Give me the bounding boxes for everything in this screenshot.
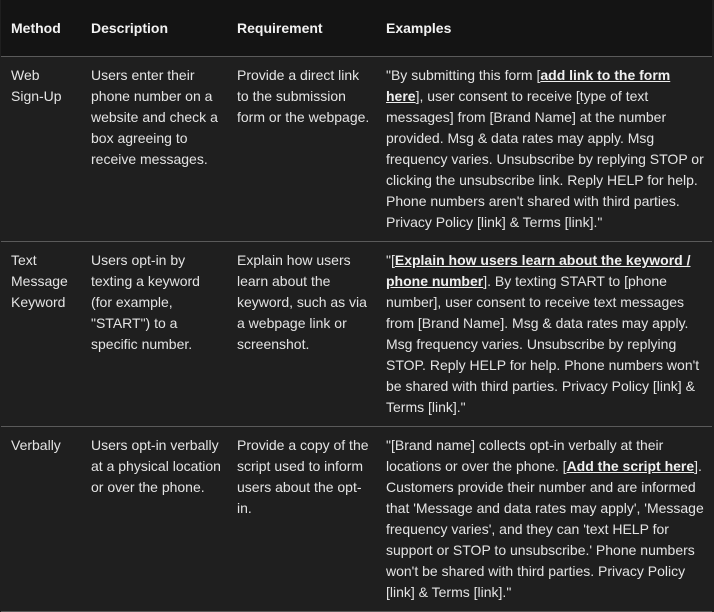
cell-description: Users opt-in verbally at a physical location or over the phone. (81, 427, 227, 612)
cell-description: Users opt-in by texting a keyword (for example, "START") to a specific number. (81, 242, 227, 427)
header-description: Description (81, 0, 227, 57)
example-text-pre: "By submitting this form [ (386, 67, 541, 83)
example-text-post: ]. By texting START to [phone number], user consent to receive text messages from [Brand Name]. Msg & data rates may apply. Msg frequency varies. Unsubscribe by replying STOP. Reply HELP for help. Phone numbers won't be shared with third parties. Privacy Policy [link] & Terms [link]." (386, 273, 700, 415)
cell-requirement: Provide a direct link to the submission form or the webpage. (227, 57, 376, 242)
example-text-post: ]. Customers provide their number and are informed that 'Message and data rates may apply', 'Message frequency varies', and they can 'text HELP for support or STOP to unsubscribe.' Phone numbers won't be shared with third parties. Privacy Policy [link] & Terms [link]." (386, 458, 704, 600)
cell-example (376, 57, 712, 242)
example-text-pre: "[Brand name] collects opt-in verbally at their locations or over the phone. [ (386, 437, 664, 474)
header-requirement: Requirement (227, 0, 376, 57)
opt-in-methods-table (1, 0, 712, 612)
keyword-explanation-link[interactable]: Explain how users learn about the keyword / phone number (386, 252, 691, 289)
table-header-row (1, 0, 712, 57)
cell-description: Users enter their phone number on a website and check a box agreeing to receive messages. (81, 57, 227, 242)
cell-requirement: Explain how users learn about the keyword, such as via a webpage link or screenshot. (227, 242, 376, 427)
add-form-link[interactable]: add link to the form here (386, 67, 671, 104)
cell-method: Text Message Keyword (1, 242, 81, 427)
header-method: Method (1, 0, 81, 57)
cell-example (376, 427, 712, 612)
table-row (1, 427, 712, 612)
example-text-post: ], user consent to receive [type of text messages] from [Brand Name] at the number provided. Msg & data rates may apply. Msg frequency varies. Unsubscribe by replying STOP or clicking the unsubscribe link. Reply HELP for help. Phone numbers aren't shared with third parties. Privacy Policy [link] & Terms [link]." (386, 88, 704, 230)
cell-requirement: Provide a copy of the script used to inform users about the opt-in. (227, 427, 376, 612)
table-row (1, 242, 712, 427)
example-text-pre: "[ (386, 252, 395, 268)
cell-method: Web Sign-Up (1, 57, 81, 242)
table-row (1, 57, 712, 242)
cell-method: Verbally (1, 427, 81, 612)
cell-example (376, 242, 712, 427)
add-script-link[interactable]: Add the script here (566, 458, 695, 474)
header-examples: Examples (376, 0, 712, 57)
